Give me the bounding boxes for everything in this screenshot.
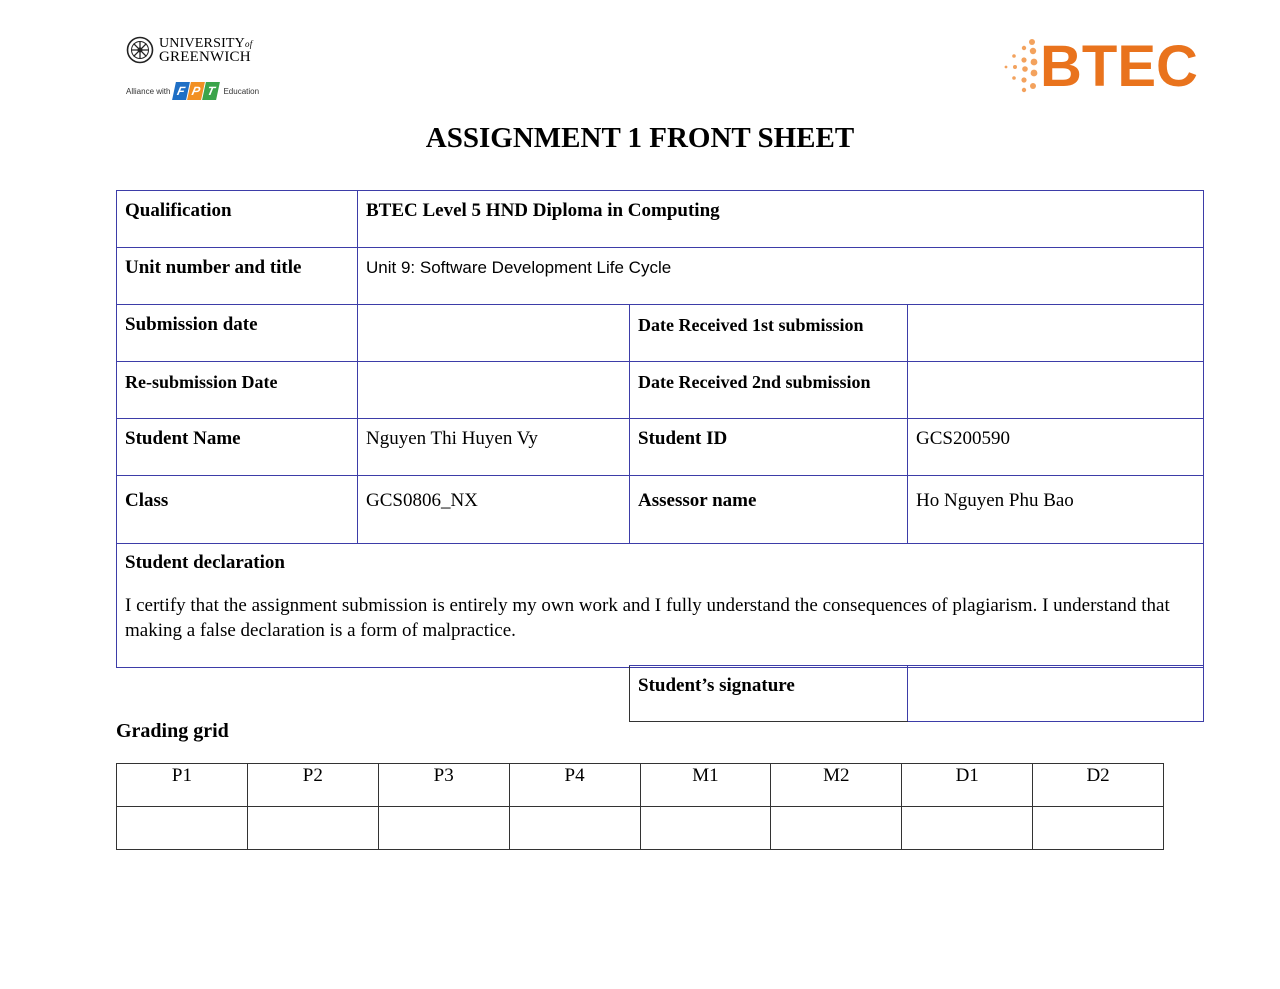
fpt-letter-f: F bbox=[173, 82, 191, 100]
grade-criterion-d1: D1 bbox=[902, 764, 1033, 807]
unit-row bbox=[117, 248, 1204, 305]
student-name-label: Student Name bbox=[117, 419, 358, 476]
assessor-value: Ho Nguyen Phu Bao bbox=[908, 476, 1204, 544]
submission-date-row bbox=[117, 305, 1204, 362]
grading-criteria-row bbox=[117, 764, 1164, 807]
signature-label: Student’s signature bbox=[630, 666, 908, 722]
class-value: GCS0806_NX bbox=[358, 476, 630, 544]
btec-dots-icon bbox=[1000, 36, 1042, 98]
grade-result-d2[interactable] bbox=[1033, 807, 1164, 850]
grade-criterion-d2: D2 bbox=[1033, 764, 1164, 807]
alliance-suffix-text: Education bbox=[223, 86, 260, 96]
fpt-letter-t: T bbox=[203, 82, 221, 100]
university-of-greenwich-logo bbox=[126, 36, 266, 106]
date-received-1-field[interactable] bbox=[908, 305, 1204, 362]
date-received-2-label: Date Received 2nd submission bbox=[630, 362, 908, 419]
grade-criterion-p2: P2 bbox=[247, 764, 378, 807]
student-id-label: Student ID bbox=[630, 419, 908, 476]
grade-result-p2[interactable] bbox=[247, 807, 378, 850]
signature-table bbox=[629, 665, 1204, 722]
grading-grid-table bbox=[116, 763, 1164, 850]
declaration-text: I certify that the assignment submission is entirely my own work and I fully understand the consequences of plagiarism. I understand that making a false declaration is a form of malpractice. bbox=[125, 595, 1170, 641]
declaration-title: Student declaration bbox=[125, 552, 285, 573]
signature-row bbox=[630, 666, 1204, 722]
qualification-row bbox=[117, 191, 1204, 248]
page-title: ASSIGNMENT 1 FRONT SHEET bbox=[425, 122, 855, 154]
submission-date-field[interactable] bbox=[358, 305, 630, 362]
student-name-row bbox=[117, 419, 1204, 476]
greenwich-emblem-icon bbox=[126, 36, 154, 64]
btec-wordmark: BTEC bbox=[1040, 34, 1198, 99]
unit-value: Unit 9: Software Development Life Cycle bbox=[358, 248, 1204, 305]
grade-result-p1[interactable] bbox=[117, 807, 248, 850]
greenwich-university-text: UNIVERSITY bbox=[159, 36, 245, 51]
date-received-2-field[interactable] bbox=[908, 362, 1204, 419]
grade-result-m1[interactable] bbox=[640, 807, 771, 850]
qualification-label: Qualification bbox=[117, 191, 358, 248]
front-sheet-table bbox=[116, 190, 1204, 668]
grading-results-row bbox=[117, 807, 1164, 850]
grade-result-d1[interactable] bbox=[902, 807, 1033, 850]
grade-criterion-m1: M1 bbox=[640, 764, 771, 807]
grade-result-m2[interactable] bbox=[771, 807, 902, 850]
grade-criterion-p4: P4 bbox=[509, 764, 640, 807]
btec-logo bbox=[1000, 36, 1196, 98]
resubmission-date-field[interactable] bbox=[358, 362, 630, 419]
student-id-value: GCS200590 bbox=[908, 419, 1204, 476]
fpt-alliance-mark bbox=[126, 80, 259, 102]
student-name-value: Nguyen Thi Huyen Vy bbox=[358, 419, 630, 476]
grade-criterion-p3: P3 bbox=[378, 764, 509, 807]
fpt-letter-p: P bbox=[188, 82, 206, 100]
grade-criterion-p1: P1 bbox=[117, 764, 248, 807]
declaration-row bbox=[117, 544, 1204, 668]
grade-criterion-m2: M2 bbox=[771, 764, 902, 807]
grade-result-p4[interactable] bbox=[509, 807, 640, 850]
class-row bbox=[117, 476, 1204, 544]
grade-result-p3[interactable] bbox=[378, 807, 509, 850]
submission-date-label: Submission date bbox=[117, 305, 358, 362]
greenwich-name-text: GREENWICH bbox=[159, 49, 251, 65]
class-label: Class bbox=[117, 476, 358, 544]
qualification-value: BTEC Level 5 HND Diploma in Computing bbox=[358, 191, 1204, 248]
fpt-logo bbox=[174, 82, 219, 100]
resubmission-date-row bbox=[117, 362, 1204, 419]
signature-field[interactable] bbox=[908, 666, 1204, 722]
greenwich-of-text: of bbox=[245, 39, 253, 49]
unit-label: Unit number and title bbox=[117, 248, 358, 305]
date-received-1-label: Date Received 1st submission bbox=[630, 305, 908, 362]
declaration-cell bbox=[117, 544, 1204, 668]
assessor-label: Assessor name bbox=[630, 476, 908, 544]
alliance-prefix-text: Alliance with bbox=[126, 86, 171, 96]
grading-grid-label: Grading grid bbox=[116, 720, 229, 742]
resubmission-date-label: Re-submission Date bbox=[117, 362, 358, 419]
